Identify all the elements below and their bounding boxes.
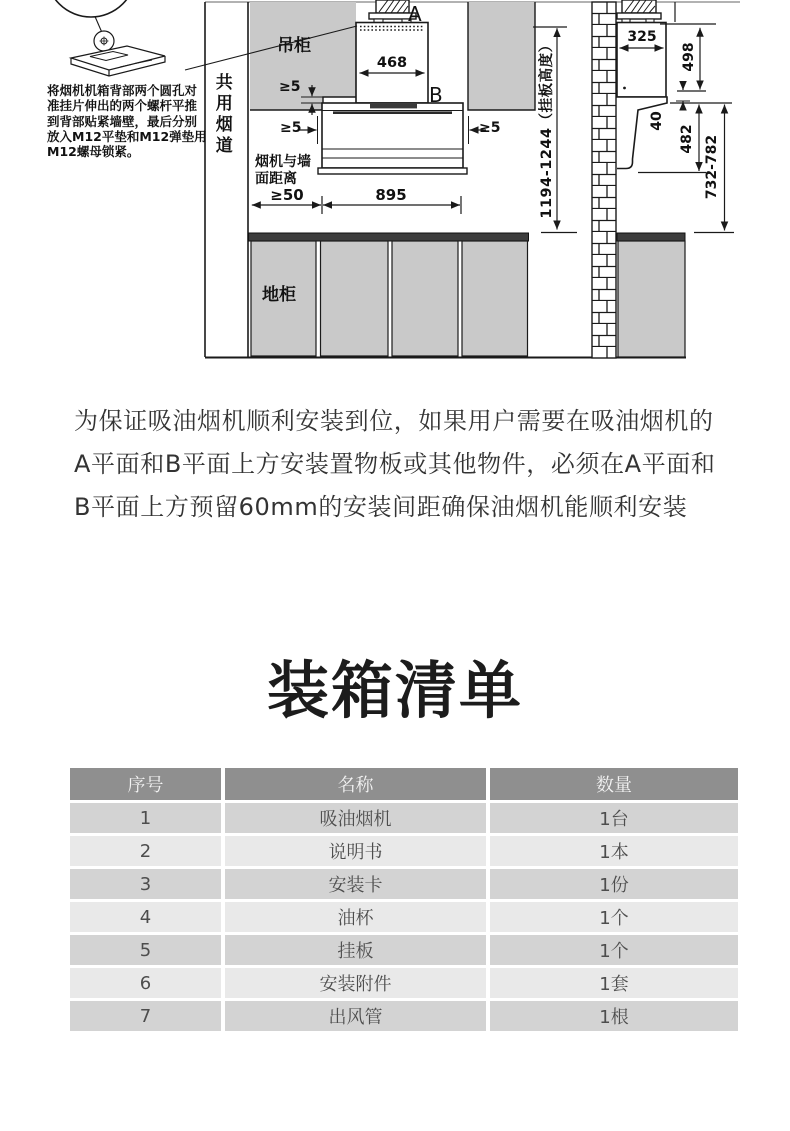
detail-circle [46, 0, 136, 17]
cell-index: 5 [70, 935, 221, 965]
dim-gap-left: ≥5 [280, 120, 302, 136]
cell-index: 2 [70, 836, 221, 866]
notice-line: B平面上方预留60mm的安装间距确保油烟机能顺利安装 [74, 492, 688, 521]
dim-lower-height: 482 [679, 124, 695, 154]
wall-distance-line1: 烟机与墙 [255, 154, 311, 170]
cell-index: 6 [70, 968, 221, 998]
dim-plate-height: 1194-1244（挂板高度） [539, 37, 555, 219]
col-header-index: 序号 [70, 768, 221, 800]
hood-body-front [318, 103, 467, 174]
wall-distance-line2: 面距离 [255, 170, 297, 187]
cell-name: 挂板 [225, 935, 486, 965]
note-line: 准挂片伸出的两个螺杆平推 [47, 98, 198, 114]
table-row [70, 968, 738, 998]
cell-name: 说明书 [225, 836, 486, 866]
note-line: 放入M12平垫和M12弹垫用 [47, 128, 207, 144]
note-line: M12螺母锁紧。 [47, 144, 140, 160]
cell-name: 安装附件 [225, 968, 486, 998]
table-header-row [70, 768, 738, 800]
dim-gap-vertical: ≥5 [279, 79, 301, 95]
cell-qty: 1套 [490, 968, 738, 998]
base-cabinet-label: 地柜 [262, 285, 296, 305]
dim-wall-clearance: ≥50 [270, 186, 304, 204]
dim-lip-offset: 40 [649, 111, 665, 131]
cell-qty: 1本 [490, 836, 738, 866]
table-row [70, 836, 738, 866]
table-row [70, 869, 738, 899]
brick-wall [592, 2, 616, 358]
cell-name: 安装卡 [225, 869, 486, 899]
dim-gap-right: ≥5 [479, 120, 501, 136]
cell-qty: 1根 [490, 1001, 738, 1031]
table-row [70, 803, 738, 833]
dim-counter-clearance: 732-782 [704, 134, 720, 200]
mounting-plate-drawing [46, 0, 165, 76]
table-row [70, 935, 738, 965]
install-notice [74, 400, 734, 528]
plane-b-label: B [429, 83, 443, 107]
dim-top-width: 468 [376, 55, 408, 71]
side-duct [617, 0, 661, 23]
packing-list-table [66, 765, 742, 1034]
note-line: 到背部贴紧墙壁，最后分别 [47, 113, 198, 129]
cell-index: 7 [70, 1001, 221, 1031]
notice-line: A平面和B平面上方安装置物板或其他物件，必须在A平面和 [74, 449, 716, 478]
cell-name: 吸油烟机 [225, 803, 486, 833]
col-header-name: 名称 [225, 768, 486, 800]
installation-diagram [0, 0, 790, 372]
table-row [70, 902, 738, 932]
hanging-cabinet-label: 吊柜 [277, 36, 311, 56]
cell-qty: 1台 [490, 803, 738, 833]
shared-flue-label: 共用烟道 [211, 73, 232, 157]
cell-index: 1 [70, 803, 221, 833]
cell-qty: 1个 [490, 935, 738, 965]
note-line: 将烟机机箱背部两个圆孔对 [47, 83, 198, 98]
cell-name: 油杯 [225, 902, 486, 932]
packing-list-title: 装箱清单 [266, 654, 523, 727]
col-header-qty: 数量 [490, 768, 738, 800]
plane-a-label: A [408, 2, 422, 26]
upper-cabinet-left [250, 2, 356, 110]
upper-cabinet-right [468, 2, 535, 110]
dim-body-width: 895 [375, 186, 407, 204]
table-row [70, 1001, 738, 1031]
dim-upper-height: 498 [681, 42, 697, 72]
notice-line: 为保证吸油烟机顺利安装到位，如果用户需要在吸油烟机的 [74, 407, 714, 435]
dim-depth: 325 [627, 29, 657, 45]
cell-index: 4 [70, 902, 221, 932]
cell-index: 3 [70, 869, 221, 899]
wall-distance-label [255, 154, 311, 187]
cell-name: 出风管 [225, 1001, 486, 1031]
cell-qty: 1份 [490, 869, 738, 899]
install-note [47, 83, 209, 159]
cell-qty: 1个 [490, 902, 738, 932]
base-cabinet-side [617, 233, 685, 357]
